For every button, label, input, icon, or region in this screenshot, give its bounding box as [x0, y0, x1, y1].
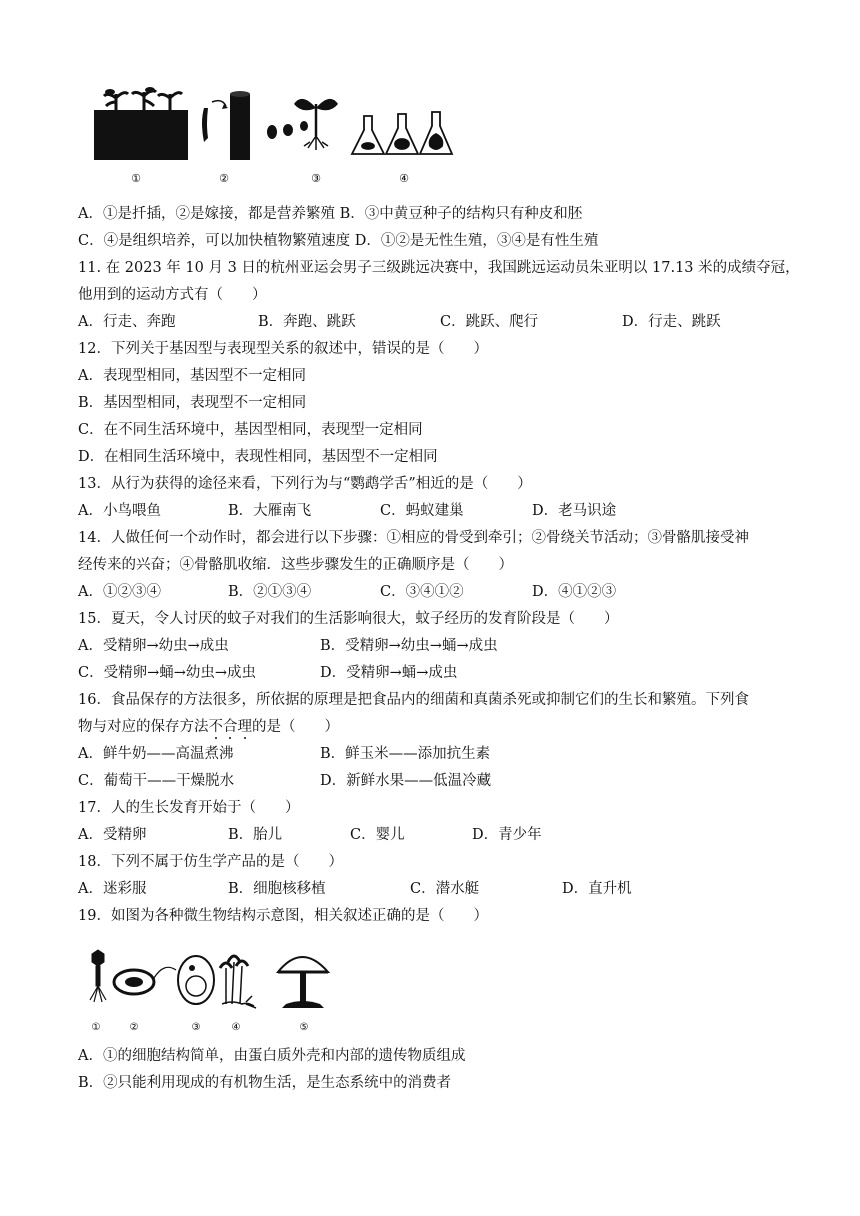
- q12-option-a: A．表现型相同，基因型不一定相同: [78, 368, 306, 384]
- microorganisms-figure: [86, 942, 336, 1034]
- q13-stem: 13．从行为获得的途径来看，下列行为与“鹦鹉学舌”相近的是（ ）: [78, 476, 532, 492]
- q18-stem: 18．下列不属于仿生学产品的是（ ）: [78, 854, 343, 870]
- q10-option-line-2: C．④是组织培养，可以加快植物繁殖速度 D．①②是无性生殖，③④是有性生殖: [78, 233, 599, 249]
- q16-emphasis-char-2: 合: [223, 719, 238, 735]
- yeast-illustration: [178, 956, 214, 1004]
- q17-option-c: C．婴儿: [350, 827, 405, 843]
- q15-option-d: D．受精卵→蛹→成虫: [320, 665, 458, 681]
- q16-stem-post: 的是（ ）: [252, 719, 339, 735]
- figure-label-4: ④: [231, 1022, 241, 1033]
- q13-option-d: D．老马识途: [532, 503, 617, 519]
- q15-option-b: B．受精卵→幼虫→蛹→成虫: [320, 638, 498, 654]
- figure-label-5: ⑤: [299, 1022, 309, 1033]
- q12-option-c: C．在不同生活环境中，基因型相同，表现型一定相同: [78, 422, 423, 438]
- q11-option-d: D．行走、跳跃: [622, 314, 721, 330]
- q16-stem-line-2: [78, 717, 339, 737]
- figure-label-3: ③: [311, 172, 321, 185]
- q18-option-a: A．迷彩服: [78, 881, 147, 897]
- figure-label-1: ①: [131, 172, 141, 185]
- propagation-methods-figure: [88, 86, 468, 186]
- q13-option-c: C．蚂蚁建巢: [380, 503, 464, 519]
- q14-stem-line-1: 14．人做任何一个动作时，都会进行以下步骤：①相应的骨受到牵引；②骨绕关节活动；③骨骼肌接受神: [78, 530, 749, 546]
- q16-option-d: D．新鲜水果——低温冷藏: [320, 773, 492, 789]
- grafting-illustration: [202, 91, 250, 160]
- q16-option-a: A．鲜牛奶——高温煮沸: [78, 746, 234, 762]
- q16-emphasis-char-3: 理: [237, 719, 252, 735]
- q15-option-a: A．受精卵→幼虫→成虫: [78, 638, 229, 654]
- q14-option-b: B．②①③④: [228, 584, 312, 600]
- q14-stem-line-2: 经传来的兴奋；④骨骼肌收缩．这些步骤发生的正确顺序是（ ）: [78, 557, 513, 573]
- q11-stem-line-2: 他用到的运动方式有（ ）: [78, 287, 267, 303]
- tissue-culture-illustration: [352, 112, 452, 154]
- q11-option-c: C．跳跃、爬行: [440, 314, 539, 330]
- q17-option-a: A．受精卵: [78, 827, 147, 843]
- q19-option-a: A．①的细胞结构简单，由蛋白质外壳和内部的遗传物质组成: [78, 1048, 466, 1064]
- q16-option-b: B．鲜玉米——添加抗生素: [320, 746, 491, 762]
- q15-option-c: C．受精卵→蛹→幼虫→成虫: [78, 665, 257, 681]
- q17-option-d: D．青少年: [472, 827, 542, 843]
- q11-option-b: B．奔跑、跳跃: [258, 314, 356, 330]
- q12-option-b: B．基因型相同，表现型不一定相同: [78, 395, 307, 411]
- figure-label-4: ④: [399, 172, 409, 185]
- q19-option-b: B．②只能利用现成的有机物生活，是生态系统中的消费者: [78, 1075, 452, 1091]
- q14-option-c: C．③④①②: [380, 584, 464, 600]
- q15-stem: 15．夏天，令人讨厌的蚊子对我们的生活影响很大，蚊子经历的发育阶段是（ ）: [78, 611, 619, 627]
- q18-option-d: D．直升机: [562, 881, 632, 897]
- q14-option-d: D．④①②③: [532, 584, 617, 600]
- q10-option-line-1: A．①是扦插，②是嫁接，都是营养繁殖 B．③中黄豆种子的结构只有种皮和胚: [78, 206, 583, 222]
- figure-label-2: ②: [219, 172, 229, 185]
- figure-label-1: ①: [91, 1022, 101, 1033]
- mold-illustration: [220, 956, 256, 1008]
- bacterium-illustration: [114, 967, 176, 994]
- q11-stem-line-1: 11. 在 2023 年 10 月 3 日的杭州亚运会男子三级跳远决赛中，我国跳远运动员朱亚明以 17.13 米的成绩夺冠，: [78, 260, 800, 276]
- q14-option-a: A．①②③④: [78, 584, 161, 600]
- seed-germination-illustration: [267, 99, 338, 150]
- bacteriophage-illustration: [90, 950, 106, 1002]
- q17-option-b: B．胎儿: [228, 827, 283, 843]
- figure-label-3: ③: [191, 1022, 201, 1033]
- q16-stem-line-1: 16．食品保存的方法很多，所依据的原理是把食品内的细菌和真菌杀死或抑制它们的生长和繁殖。下列食: [78, 692, 749, 708]
- q13-option-a: A．小鸟喂鱼: [78, 503, 161, 519]
- q12-option-d: D．在相同生活环境中，表现性相同，基因型不一定相同: [78, 449, 438, 465]
- q16-stem-pre: 物与对应的保存方法: [78, 719, 209, 735]
- q18-option-c: C．潜水艇: [410, 881, 480, 897]
- q13-option-b: B．大雁南飞: [228, 503, 312, 519]
- q18-option-b: B．细胞核移植: [228, 881, 326, 897]
- cutting-illustration: [94, 87, 188, 160]
- q11-option-a: A．行走、奔跑: [78, 314, 176, 330]
- mushroom-illustration: [278, 957, 328, 1008]
- q17-stem: 17．人的生长发育开始于（ ）: [78, 800, 300, 816]
- q19-stem: 19．如图为各种微生物结构示意图，相关叙述正确的是（ ）: [78, 908, 488, 924]
- q12-stem: 12．下列关于基因型与表现型关系的叙述中，错误的是（ ）: [78, 341, 488, 357]
- q16-emphasis-char-1: 不: [208, 719, 223, 735]
- figure-label-2: ②: [129, 1022, 139, 1033]
- q16-option-c: C．葡萄干——干燥脱水: [78, 773, 235, 789]
